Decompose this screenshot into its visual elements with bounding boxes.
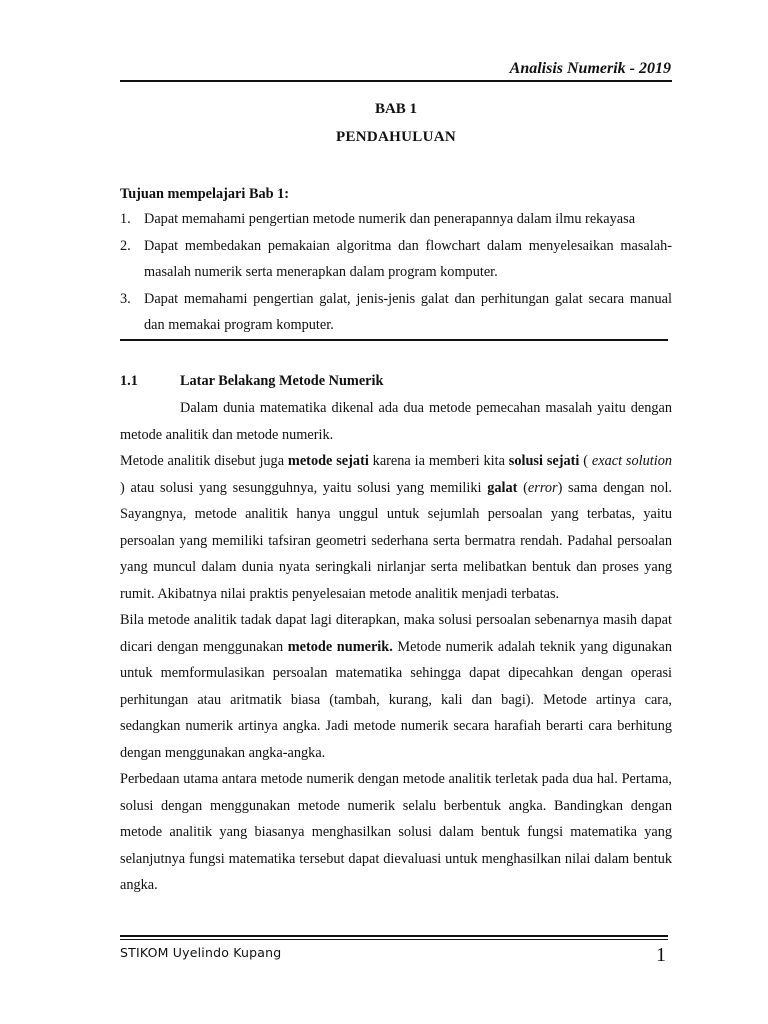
text-run: Bila metode analitik tadak dapat lagi diterapkan, maka solusi persoalan sebenarnya masih dapat dicari dengan menggunakan: [120, 612, 672, 655]
list-item-text: Dapat membedakan pemakaian algoritma dan flowchart dalam menyelesaikan masalah-masalah numerik serta menerapkan dalam program komputer.: [144, 237, 672, 280]
chapter-number: BAB 1: [374, 101, 418, 117]
list-item-text: Dapat memahami pengertian metode numerik dan penerapannya dalam ilmu rekayasa: [144, 211, 636, 227]
objectives-list: [120, 206, 672, 339]
list-item-number: 1.: [120, 211, 131, 227]
list-item-text: Dapat memahami pengertian galat, jenis-jenis galat dan perhitungan galat secara manual dan memakai program komputer.: [144, 290, 672, 333]
list-item-number: 3.: [120, 290, 131, 307]
text-run: ) atau solusi yang sesungguhnya, yaitu solusi yang memiliki: [120, 479, 488, 496]
section-body: [120, 395, 672, 899]
section-heading: [120, 368, 672, 395]
running-header: Analisis Numerik - 2019: [509, 60, 671, 77]
footer-institution: STIKOM Uyelindo Kupang: [120, 945, 282, 960]
chapter-title: PENDAHULUAN: [336, 129, 456, 145]
text-run: karena ia memberi kita: [368, 453, 509, 469]
bold-term: solusi sejati: [508, 453, 580, 469]
paragraph: [120, 448, 672, 607]
text-run: (: [579, 453, 592, 469]
bold-term: galat: [487, 479, 518, 496]
page-number: 1: [656, 944, 666, 966]
paragraph: Dalam dunia matematika dikenal ada dua metode pemecahan masalah yaitu dengan metode analitik dan metode numerik.: [120, 400, 672, 443]
list-item-number: 2.: [120, 237, 131, 254]
list-item: [120, 206, 672, 233]
bold-term: metode sejati: [287, 453, 369, 469]
footer-rule: [120, 939, 668, 940]
section-title: Latar Belakang Metode Numerik: [180, 373, 384, 389]
text-run: (: [517, 479, 528, 496]
paragraph: Perbedaan utama antara metode numerik dengan metode analitik terletak pada dua hal. Pertama, solusi dengan menggunakan metode numerik selalu berbentuk angka. Bandingkan dengan metode analitik yang biasanya menghasilkan solusi dalam bentuk fungsi matematika yang selanjutnya fungsi matematika tersebut dapat dievaluasi untuk menghasilkan nilai dalam bentuk angka.: [120, 771, 672, 893]
section-number: 1.1: [120, 373, 138, 389]
italic-term: error: [527, 479, 558, 496]
text-run: Metode analitik disebut juga: [120, 453, 288, 469]
list-item: [120, 233, 672, 286]
paragraph: [120, 607, 672, 766]
italic-term: exact solution: [591, 453, 672, 469]
objectives-heading: Tujuan mempelajari Bab 1:: [120, 186, 290, 202]
text-run: Metode numerik adalah teknik yang digunakan untuk memformulasikan persoalan matematika sehingga dapat dipecahkan dengan operasi perhitungan atau aritmatik biasa (tambah, kurang, kali dan bagi). Metode artinya cara, sedangkan numerik artinya angka. Jadi metode numerik secara harafiah berarti cara berhitung dengan menggunakan angka-angka.: [120, 638, 672, 761]
objectives-rule: [120, 339, 668, 341]
bold-term: metode numerik.: [287, 638, 393, 655]
header-rule: [120, 80, 672, 82]
list-item: [120, 286, 672, 339]
footer-rule: [120, 935, 668, 937]
text-run: ) sama dengan nol. Sayangnya, metode analitik hanya unggul untuk sejumlah persoalan yang terbatas, yaitu persoalan yang memiliki tafsiran geometri sederhana serta bermatra rendah. Padahal persoalan yang muncul dalam dunia nyata seringkali nirlanjar serta melibatkan bentuk dan proses yang rumit. Akibatnya nilai praktis penyelesaian metode analitik menjadi terbatas.: [120, 479, 673, 602]
